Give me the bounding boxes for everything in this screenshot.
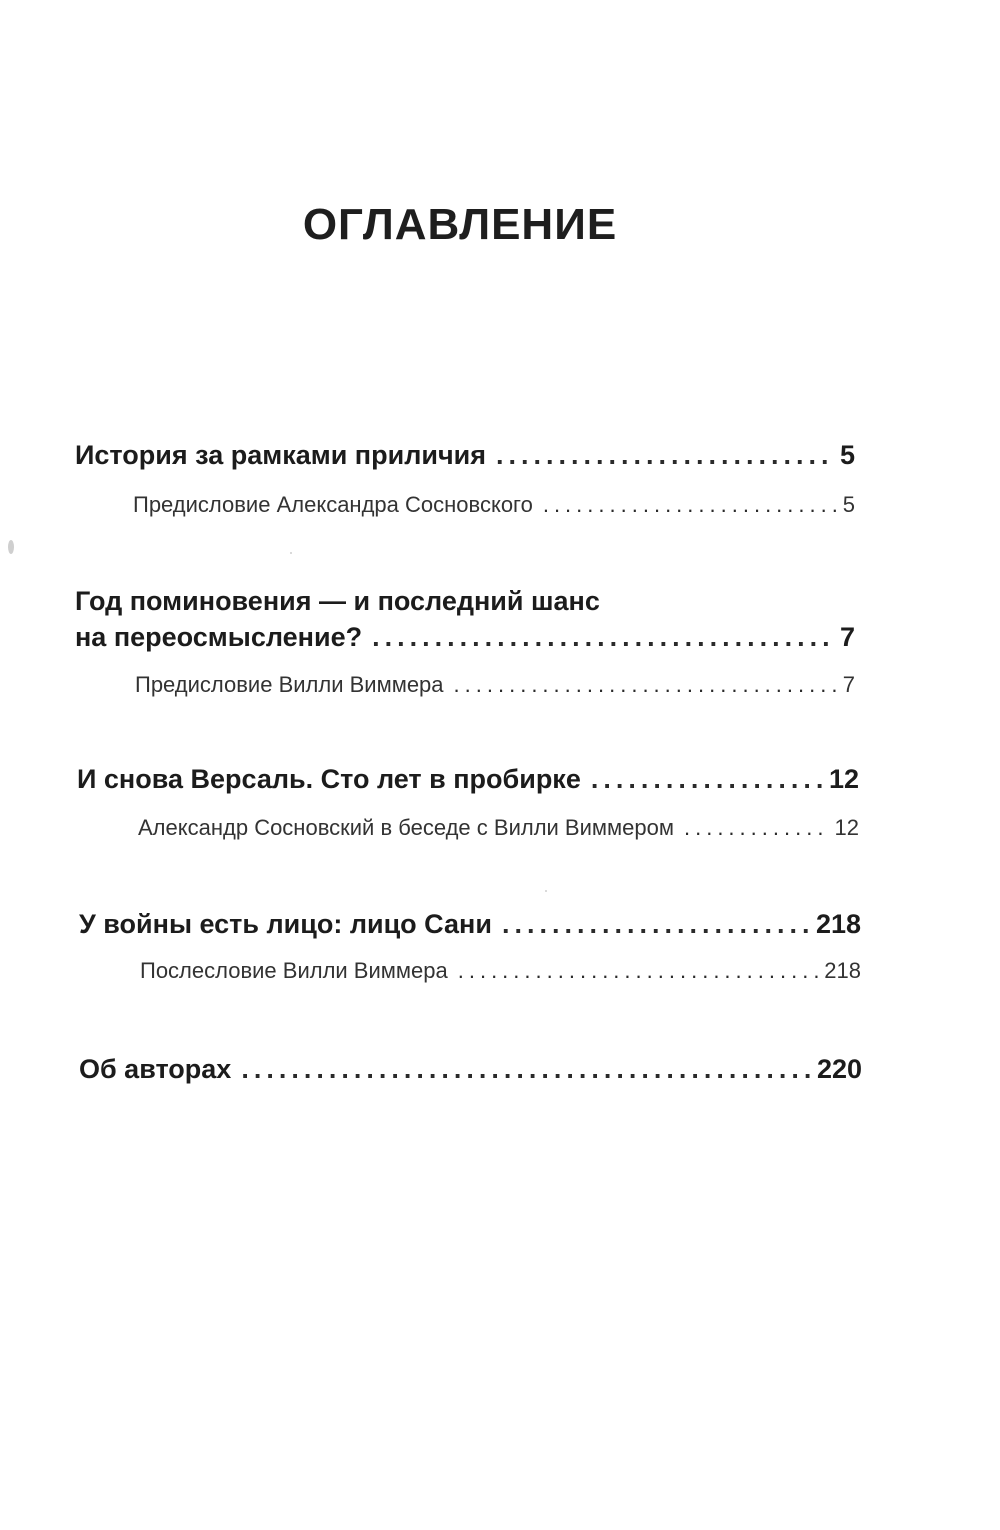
toc-subentry-label: Послесловие Вилли Виммера: [140, 958, 448, 983]
toc-subentry-label: Предисловие Вилли Виммера: [135, 672, 444, 697]
dot-leader: [591, 764, 823, 795]
page-title: ОГЛАВЛЕНИЕ: [302, 200, 618, 249]
dot-leader: [496, 440, 834, 471]
toc-entry-page: 220: [816, 1054, 862, 1084]
toc-entry: [75, 440, 855, 471]
dot-leader: [543, 492, 837, 518]
toc-entry-label: Об авторах: [79, 1054, 232, 1084]
toc-subentry: [135, 672, 855, 698]
toc-entry-page: 7: [839, 622, 855, 652]
scan-speck: [8, 540, 14, 554]
toc-entry-label: История за рамками приличия: [75, 440, 486, 470]
dot-leader: [372, 622, 834, 653]
toc-entry-page: 218: [815, 909, 861, 939]
toc-entry-label-line1: Год поминовения — и последний шанс: [75, 586, 600, 616]
toc-entry-label: У войны есть лицо: лицо Сани: [79, 909, 492, 939]
toc-subentry-page: 7: [842, 672, 855, 697]
toc-subentry: [133, 492, 855, 518]
toc-entry: [79, 909, 861, 940]
toc-entry-page: 12: [828, 764, 859, 794]
scan-speck: [545, 890, 547, 892]
toc-subentry-page: 12: [834, 815, 859, 840]
toc-subentry-label: Предисловие Александра Сосновского: [133, 492, 533, 517]
dot-leader: [684, 815, 829, 841]
toc-subentry-label: Александр Сосновский в беседе с Вилли Виммером: [138, 815, 674, 840]
toc-entry-label: И снова Версаль. Сто лет в пробирке: [77, 764, 581, 794]
scan-speck: [290, 552, 292, 554]
toc-subentry: [140, 958, 861, 984]
toc-subentry-page: 218: [824, 958, 861, 983]
toc-entry: [75, 622, 855, 653]
toc-subentry: [138, 815, 859, 841]
toc-entry-page: 5: [839, 440, 855, 470]
toc-entry: [79, 1054, 862, 1085]
toc-subentry-page: 5: [842, 492, 855, 517]
dot-leader: [502, 909, 810, 940]
dot-leader: [454, 672, 837, 698]
toc-entry-label: на переосмысление?: [75, 622, 363, 652]
dot-leader: [458, 958, 819, 984]
toc-entry: [77, 764, 859, 795]
dot-leader: [241, 1054, 811, 1085]
